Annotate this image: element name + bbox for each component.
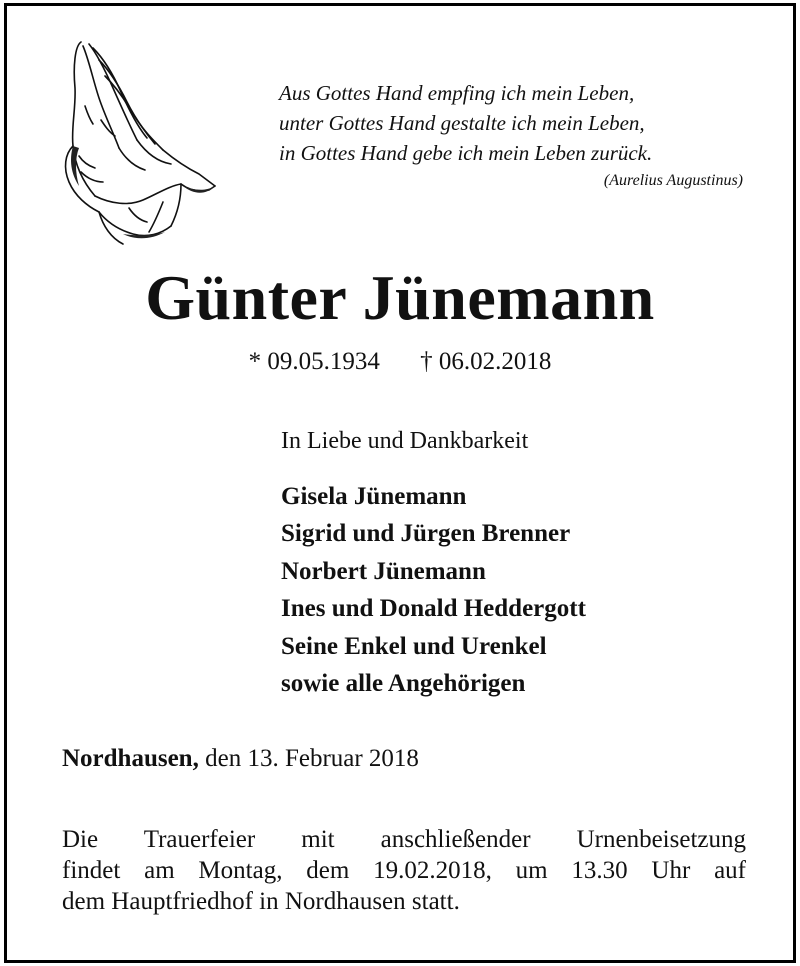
quote-line: Aus Gottes Hand empfing ich mein Leben,: [279, 81, 635, 105]
quote-line: unter Gottes Hand gestalte ich mein Leben,: [279, 111, 645, 135]
notice-line: findet am Montag, dem 19.02.2018, um 13.30 Uhr auf: [62, 857, 746, 884]
birth-date: * 09.05.1934: [248, 348, 380, 375]
life-dates: [7, 347, 793, 377]
quote-attribution: (Aurelius Augustinus): [603, 172, 743, 189]
mourner-name: Norbert Jünemann: [281, 557, 486, 585]
bible-quote: [279, 78, 749, 168]
deceased-name: Günter Jünemann: [145, 262, 655, 333]
praying-hands-icon: [59, 36, 219, 246]
place-city: Nordhausen,: [62, 745, 199, 772]
mourner-name: Sigrid und Jürgen Brenner: [281, 520, 571, 548]
mourner-name: Gisela Jünemann: [281, 483, 467, 510]
family-intro: In Liebe und Dankbarkeit: [281, 428, 529, 454]
mourner-name: Seine Enkel und Urenkel: [281, 632, 547, 660]
notice-line: dem Hauptfriedhof in Nordhausen statt.: [62, 888, 460, 915]
quote-line: in Gottes Hand gebe ich mein Leben zurück.: [279, 141, 653, 165]
place-date: den 13. Februar 2018: [198, 745, 419, 772]
funeral-notice: [62, 824, 746, 917]
mourner-name: sowie alle Angehörigen: [281, 669, 526, 697]
mourner-name: Ines und Donald Heddergott: [281, 595, 586, 623]
notice-line: Die Trauerfeier mit anschließender Urnenbeisetzung: [62, 826, 746, 853]
obituary-card: [4, 3, 796, 963]
mourners-list: [281, 478, 586, 702]
death-date: † 06.02.2018: [420, 348, 552, 375]
place-and-date: [62, 742, 419, 776]
